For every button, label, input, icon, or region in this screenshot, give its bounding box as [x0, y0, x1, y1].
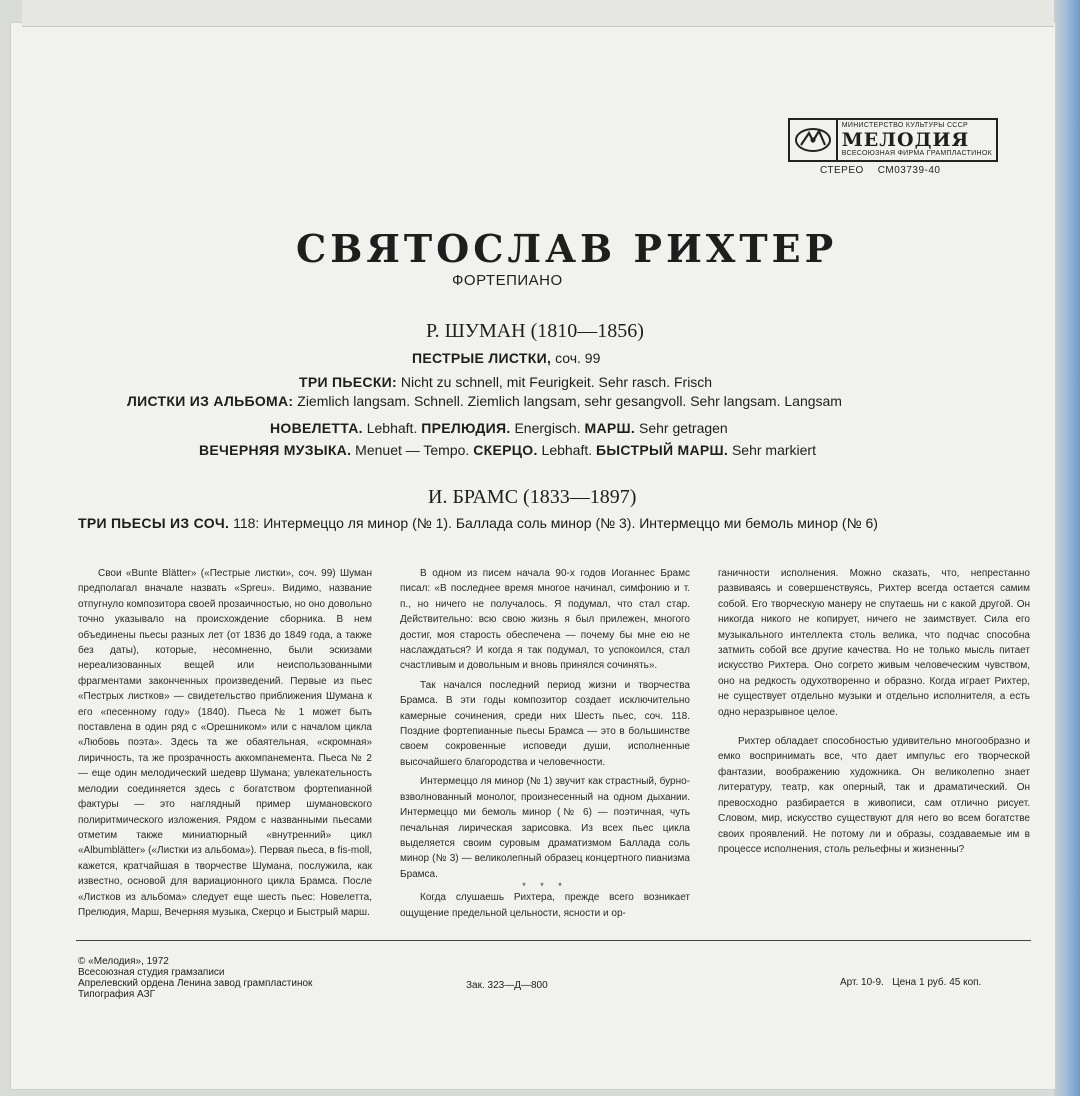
notes-paragraph: ганичности исполнения. Можно сказать, что, непрестанно развиваясь и совершенствуясь, Рихтер всегда остается самим собой. Его творческую манеру не спутаешь ни с какой другой. Он никогда никого не копирует, ничего не заимствует. Сила его музыкального интеллекта столь велика, что подчас способна затмить собой все другие качества. Но не только мысль питает искусство Рихтера. Оно согрето живым человеческим чувством, оно на редкость одухотворенно и образно. Когда играет Рихтер, не существует отдельно музыки и отдельно исполнителя, а есть одно неразрывное целое.	[718, 568, 1030, 718]
program-detail: Lebhaft.	[362, 420, 422, 436]
program-line-brahms	[78, 515, 878, 531]
sleeve-flap	[22, 0, 1054, 27]
program-title: БЫСТРЫЙ МАРШ.	[596, 442, 729, 458]
firm-label: ВСЕСОЮЗНАЯ ФИРМА ГРАМПЛАСТИНОК	[841, 150, 992, 157]
notes-paragraph: Когда слушаешь Рихтера, прежде всего возникает ощущение предельной цельности, ясности и ор-	[400, 892, 690, 919]
program-line-1	[412, 350, 600, 366]
record-sleeve-back	[10, 22, 1056, 1090]
catalog-line	[820, 165, 955, 176]
artist-name: СВЯТОСЛАВ РИХТЕР	[296, 226, 838, 271]
ministry-label: МИНИСТЕРСТВО КУЛЬТУРЫ СССР	[841, 122, 968, 129]
order-number: Зак. 323—Д—800	[466, 980, 548, 991]
notes-paragraph: Интермеццо ля минор (№ 1) звучит как страстный, бурно-взволнованный монолог, произнесенный на одном дыхании. Интермеццо ми бемоль минор (№ 6) — поэтичная, чуть печальная лирическая зарисовка. Из всех пьес цикла выделяется своим суровым драматизмом Баллада соль минор (№ 3) — великолепный образец концертного пианизма Брамса.	[400, 776, 690, 880]
section-divider: * * *	[522, 881, 568, 892]
instrument-label: ФОРТЕПИАНО	[452, 272, 563, 289]
program-line-2	[299, 374, 712, 390]
notes-column-1	[78, 566, 372, 920]
printer: Типография АЗГ	[78, 989, 156, 1000]
studio: Всесоюзная студия грамзаписи	[78, 967, 225, 978]
program-detail: Sehr getragen	[635, 420, 728, 436]
sleeve-edge	[1054, 0, 1080, 1096]
program-title: ПРЕЛЮДИЯ.	[421, 420, 511, 436]
program-line-3	[127, 393, 842, 409]
brand-name: МЕЛОДИЯ	[841, 129, 970, 151]
footer-credits	[78, 956, 312, 1000]
program-detail: Ziemlich langsam. Schnell. Ziemlich langsam, sehr gesangvoll. Sehr langsam. Langsam	[293, 393, 842, 409]
notes-paragraph: В одном из писем начала 90-х годов Иоганнес Брамс писал: «В последнее время многое начинал, симфонию и т. п., но ничего не получалось. Я подумал, что стал стар. Действительно: всю свою жизнь я был прилежен, многого достиг, моя старость обеспечена — почему бы мне ею не наслаждаться? И когда я так подумал, то успокоился, стал счастливым и довольным и вновь принялся сочинять».	[400, 568, 690, 672]
program-title: НОВЕЛЕТТА.	[270, 420, 363, 436]
plant: Апрелевский ордена Ленина завод грампластинок	[78, 978, 313, 989]
notes-paragraph: Так начался последний период жизни и творчества Брамса. В эти годы композитор создает исключительно камерные сочинения, среди них Шесть пьес, соч. 118. Поздние фортепианные пьесы Брамса — это в большинстве своем сокровенные исповеди души, исполненные высочайшего благородства и человечности.	[400, 679, 690, 768]
program-detail: Menuet — Tempo.	[351, 442, 474, 458]
price-line	[840, 977, 981, 988]
catalog-number: СМ03739-40	[877, 165, 941, 176]
melodiya-emblem-icon	[790, 120, 838, 160]
article-code: Арт. 10-9.	[840, 977, 884, 988]
notes-column-3	[718, 566, 1030, 857]
program-detail: Lebhaft.	[537, 442, 597, 458]
notes-paragraph: Рихтер обладает способностью удивительно многообразно и емко воспринимать все, что дает импульс его творческой фантазии, воображению художника. Он великолепно знает литературу, театр, как оперный, так и драматический. Он превосходно разбирается в живописи, сам отлично рисует. Словом, мир, искусство существуют для него во всем богатстве своих проявлений. Не потому ли и образы, создаваемые им в процессе исполнения, столь рельефны и жизненны?	[718, 736, 1030, 855]
program-title: ЛИСТКИ ИЗ АЛЬБОМА:	[127, 393, 294, 409]
notes-column-2	[400, 566, 690, 921]
notes-paragraph: Свои «Bunte Blätter» («Пестрые листки», соч. 99) Шуман предполагал вначале назвать «Spreu». Видимо, название отпугнуло композитора своей прозаичностью, но оно довольно точно указывало на происхождение сборника. В нем объединены пьесы разных лет (от 1836 до 1849 года, а также без даты), которые, несомненно, были эскизами нереализованных вещей или неиспользованными фрагментами законченных произведений. Первые из пьес «Пестрых листков» — свидетельство приближения Шумана к его «песенному году» (1840). Пьеса № 1 может быть поставлена в один ряд с «Орешником» или с началом цикла «Любовь поэта». Здесь та же обаятельная, «скромная» лиричность, та же прозрачность аккомпанемента. Пьеса № 2 — еще один мелодический шедевр Шумана; увлекательность мелодии соединяется здесь с богатством фортепианной фактуры — это наглядный пример шумановского полиритмического изложения. Рядом с названными пьесами отметим также миниатюрный «внутренний» цикл «Albumblätter» («Листки из альбома»). Первая пьеса, в fis-moll, кажется, кратчайшая в творчестве Шумана, послужила, как известно, основой для вариационного цикла Брамса. После «Листков из альбома» следует еще шесть пьес: Новелетта, Прелюдия, Марш, Вечерняя музыка, Скерцо и Быстрый марш.	[78, 568, 372, 918]
program-line-4	[270, 420, 728, 436]
footer-divider	[76, 940, 1031, 941]
program-detail: Energisch.	[510, 420, 585, 436]
program-line-5	[199, 442, 816, 458]
price: Цена 1 руб. 45 коп.	[892, 977, 982, 988]
program-title: ТРИ ПЬЕСКИ:	[299, 374, 397, 390]
composer-schumann: Р. ШУМАН (1810—1856)	[426, 320, 644, 342]
copyright: © «Мелодия», 1972	[78, 956, 169, 967]
composer-brahms: И. БРАМС (1833—1897)	[428, 486, 637, 508]
program-title: ПЕСТРЫЕ ЛИСТКИ,	[412, 350, 552, 366]
program-detail: 118: Интермеццо ля минор (№ 1). Баллада соль минор (№ 3). Интермеццо ми бемоль минор (№ 6)	[229, 515, 878, 531]
program-title: ВЕЧЕРНЯЯ МУЗЫКА.	[199, 442, 352, 458]
program-title: ТРИ ПЬЕСЫ ИЗ СОЧ.	[78, 515, 230, 531]
program-title: СКЕРЦО.	[473, 442, 538, 458]
program-detail: Nicht zu schnell, mit Feurigkeit. Sehr rasch. Frisch	[397, 374, 713, 390]
program-title: МАРШ.	[584, 420, 636, 436]
melodiya-logo	[788, 118, 998, 162]
program-detail: соч. 99	[551, 350, 601, 366]
program-detail: Sehr markiert	[728, 442, 816, 458]
stereo-label: СТЕРЕО	[820, 165, 864, 176]
